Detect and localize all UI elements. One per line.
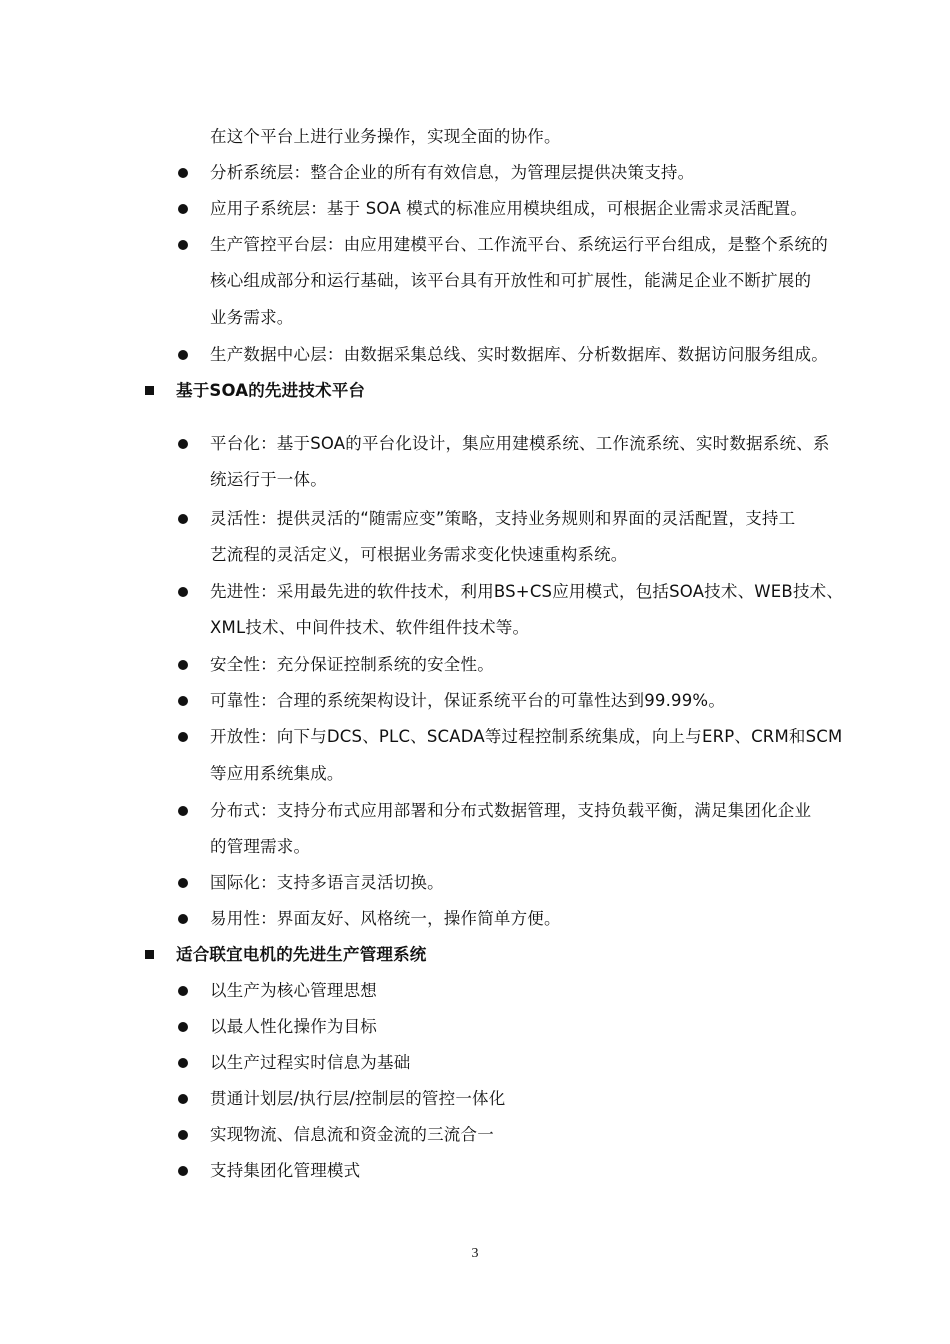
- bullet-dot: [178, 350, 188, 360]
- bullet-dot: [178, 168, 188, 178]
- bullet-dot: [178, 1094, 188, 1104]
- list-item: 生产数据中心层：由数据采集总线、实时数据库、分析数据库、数据访问服务组成。: [210, 345, 828, 364]
- list-item-continuation: 核心组成部分和运行基础，该平台具有开放性和可扩展性，能满足企业不断扩展的: [210, 271, 812, 290]
- list-item: 易用性：界面友好、风格统一，操作简单方便。: [210, 909, 561, 928]
- list-item: 灵活性：提供灵活的“随需应变”策略，支持业务规则和界面的灵活配置，支持工: [210, 509, 796, 528]
- list-item: 支持集团化管理模式: [210, 1161, 361, 1180]
- list-item: 生产管控平台层：由应用建模平台、工作流平台、系统运行平台组成，是整个系统的: [210, 235, 828, 254]
- bullet-dot: [178, 696, 188, 706]
- list-item: 以生产为核心管理思想: [210, 981, 377, 1000]
- bullet-dot: [178, 914, 188, 924]
- section-heading: 适合联宜电机的先进生产管理系统: [176, 945, 427, 964]
- page-number: 3: [471, 1246, 479, 1261]
- section-heading: 基于SOA的先进技术平台: [176, 381, 366, 400]
- list-item: 应用子系统层：基于 SOA 模式的标准应用模块组成，可根据企业需求灵活配置。: [210, 199, 808, 218]
- list-item-continuation: 艺流程的灵活定义，可根据业务需求变化快速重构系统。: [210, 545, 628, 564]
- list-item-continuation: XML技术、中间件技术、软件组件技术等。: [210, 618, 530, 637]
- bullet-dot: [178, 514, 188, 524]
- list-item: 可靠性：合理的系统架构设计，保证系统平台的可靠性达到99.99%。: [210, 691, 726, 710]
- bullet-dot: [178, 1166, 188, 1176]
- list-item: 国际化：支持多语言灵活切换。: [210, 873, 444, 892]
- list-item: 实现物流、信息流和资金流的三流合一: [210, 1125, 494, 1144]
- bullet-dot: [178, 878, 188, 888]
- list-item-continuation: 的管理需求。: [210, 837, 311, 856]
- list-item: 平台化：基于SOA的平台化设计，集应用建模系统、工作流系统、实时数据系统、系: [210, 434, 830, 453]
- bullet-dot: [178, 204, 188, 214]
- bullet-dot: [178, 806, 188, 816]
- list-item: 先进性：采用最先进的软件技术，利用BS+CS应用模式，包括SOA技术、WEB技术、: [210, 582, 844, 601]
- square-bullet-icon: [145, 950, 154, 959]
- bullet-dot: [178, 732, 188, 742]
- bullet-dot: [178, 1022, 188, 1032]
- list-item-continuation: 等应用系统集成。: [210, 764, 344, 783]
- list-item: 安全性：充分保证控制系统的安全性。: [210, 655, 494, 674]
- list-item-continuation: 业务需求。: [210, 308, 294, 327]
- square-bullet-icon: [145, 386, 154, 395]
- bullet-dot: [178, 1130, 188, 1140]
- list-item: 分布式：支持分布式应用部署和分布式数据管理，支持负载平衡，满足集团化企业: [210, 801, 812, 820]
- list-item: 以最人性化操作为目标: [210, 1017, 377, 1036]
- list-item: 分析系统层：整合企业的所有有效信息，为管理层提供决策支持。: [210, 163, 695, 182]
- bullet-dot: [178, 240, 188, 250]
- bullet-dot: [178, 1058, 188, 1068]
- bullet-dot: [178, 986, 188, 996]
- list-item-continuation: 统运行于一体。: [210, 470, 327, 489]
- list-item: 贯通计划层/执行层/控制层的管控一体化: [210, 1089, 506, 1108]
- list-item: 开放性：向下与DCS、PLC、SCADA等过程控制系统集成，向上与ERP、CRM和SCM: [210, 727, 843, 746]
- bullet-dot: [178, 439, 188, 449]
- bullet-dot: [178, 587, 188, 597]
- continuation-line: 在这个平台上进行业务操作，实现全面的协作。: [210, 127, 561, 146]
- bullet-dot: [178, 660, 188, 670]
- list-item: 以生产过程实时信息为基础: [210, 1053, 411, 1072]
